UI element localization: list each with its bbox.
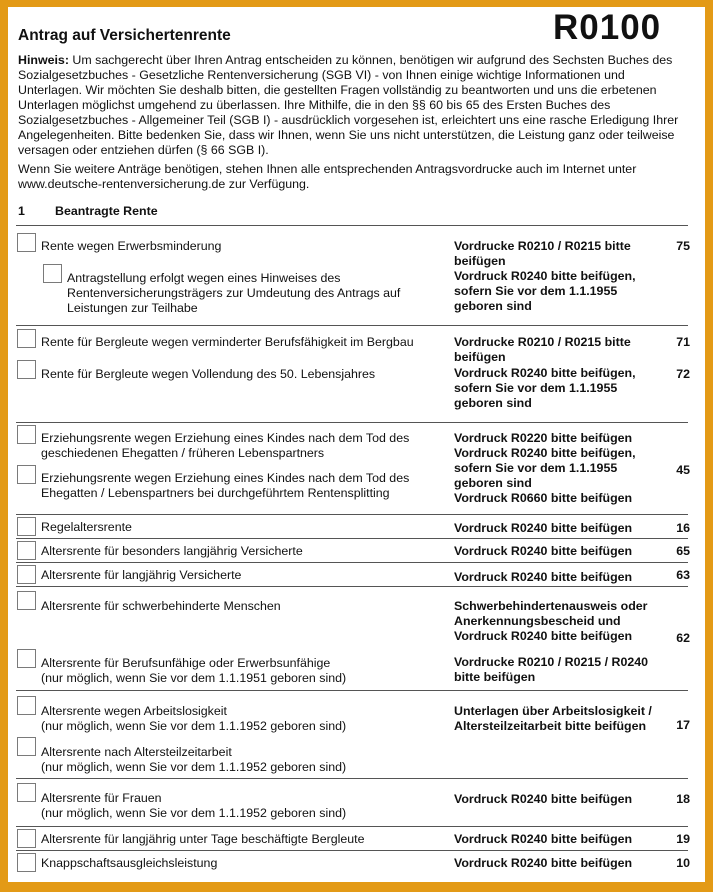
checkbox-umdeutung[interactable] bbox=[43, 264, 62, 283]
checkbox-bergleute-berufsfaehigkeit[interactable] bbox=[17, 329, 36, 348]
form-title: Antrag auf Versichertenrente bbox=[18, 27, 231, 44]
divider bbox=[16, 325, 688, 326]
code-number: 63 bbox=[676, 568, 690, 582]
checkbox-erwerbsminderung[interactable] bbox=[17, 233, 36, 252]
option-langjaehrig: Altersrente für langjährig Versicherte bbox=[41, 568, 242, 582]
code-number: 16 bbox=[676, 521, 690, 535]
section-number: 1 bbox=[18, 204, 25, 218]
code-number: 71 bbox=[676, 335, 690, 349]
option-bergleute-50: Rente für Bergleute wegen Vollendung des 50. Lebensjahres bbox=[41, 367, 376, 381]
form-page bbox=[8, 7, 705, 882]
divider bbox=[16, 514, 688, 515]
intro-text: Um sachgerecht über Ihren Antrag entscheiden zu können, benötigen wir aufgrund des Sechsten Buches des Sozialgesetzbuches - Gesetzliche Rentenversicherung (SGB VI) - von Ihnen einige wichtige Informationen und Unterlagen. Wir möchten Sie deshalb bitten, die gestellten Fragen vollständig zu beantworten und uns die erbetenen Unterlagen möglichst umgehend zu überlassen. Ihre Mithilfe, die in den §§ 60 bis 65 des Ersten Buches des Sozialgesetzbuches - Allgemeiner Teil (SGB I) - ausdrücklich vorgesehen ist, erleichtert uns eine rasche Erledigung Ihrer Angelegenheiten. Bitte bedenken Sie, dass wir Ihnen, wenn Sie uns nicht unterstützen, die Leistung ganz oder teilweise versagen oder entziehen dürfen (§ 66 SGB I). bbox=[18, 53, 679, 157]
checkbox-knappschaft[interactable] bbox=[17, 853, 36, 872]
attachment-erwerbsminderung-2: Vordruck R0240 bitte beifügen, sofern Sie vor dem 1.1.1955 geboren sind bbox=[454, 269, 636, 313]
option-schwerbehindert: Altersrente für schwerbehinderte Menschen bbox=[41, 599, 281, 613]
checkbox-arbeitslosigkeit[interactable] bbox=[17, 696, 36, 715]
code-number: 18 bbox=[676, 792, 690, 806]
divider bbox=[16, 586, 688, 587]
option-besonders-langjaehrig: Altersrente für besonders langjährig Versicherte bbox=[41, 544, 303, 558]
code-number: 72 bbox=[676, 367, 690, 381]
divider bbox=[16, 850, 688, 851]
option-berufsunfaehige: Altersrente für Berufsunfähige oder Erwerbsunfähige bbox=[41, 656, 331, 670]
option-regelaltersrente: Regelaltersrente bbox=[41, 520, 132, 534]
attachment-besonders-langjaehrig: Vordruck R0240 bitte beifügen bbox=[454, 544, 633, 558]
attachment-erwerbsminderung: Vordrucke R0210 / R0215 bitte beifügen bbox=[454, 239, 631, 268]
divider bbox=[16, 826, 688, 827]
note-frauen: (nur möglich, wenn Sie vor dem 1.1.1952 geboren sind) bbox=[41, 806, 347, 820]
attachment-langjaehrig: Vordruck R0240 bitte beifügen bbox=[454, 570, 633, 584]
section-title: Beantragte Rente bbox=[55, 204, 158, 218]
option-knappschaft: Knappschaftsausgleichsleistung bbox=[41, 856, 218, 870]
code-number: 19 bbox=[676, 832, 690, 846]
checkbox-altersteilzeit[interactable] bbox=[17, 737, 36, 756]
code-number: 62 bbox=[676, 631, 690, 645]
checkbox-regelaltersrente[interactable] bbox=[17, 517, 36, 536]
attachment-schwerbehindert: Schwerbehindertenausweis oder Anerkennungsbescheid und Vordruck R0240 bitte beifügen bbox=[454, 599, 648, 643]
divider bbox=[16, 225, 688, 226]
attachment-bergleute-berufsfaehigkeit: Vordrucke R0210 / R0215 bitte beifügen bbox=[454, 335, 631, 364]
option-erziehungsrente-geschieden: Erziehungsrente wegen Erziehung eines Kindes nach dem Tod des geschiedenen Ehegatten / früheren Lebenspartners bbox=[41, 431, 410, 460]
checkbox-berufsunfaehige[interactable] bbox=[17, 649, 36, 668]
intro-paragraph-2: Wenn Sie weitere Anträge benötigen, stehen Ihnen alle entsprechenden Antragsvordrucke auch im Internet unter www.deutsche-rentenversicherung.de zur Verfügung. bbox=[18, 162, 637, 191]
code-number: 10 bbox=[676, 856, 690, 870]
option-arbeitslosigkeit: Altersrente wegen Arbeitslosigkeit bbox=[41, 704, 227, 718]
attachment-erziehungsrente: Vordruck R0220 bitte beifügen bbox=[454, 431, 633, 445]
divider bbox=[16, 562, 688, 563]
checkbox-schwerbehindert[interactable] bbox=[17, 591, 36, 610]
attachment-berufsunfaehige: Vordrucke R0210 / R0215 / R0240 bitte beifügen bbox=[454, 655, 649, 684]
form-code: R0100 bbox=[553, 8, 662, 47]
attachment-regelaltersrente: Vordruck R0240 bitte beifügen bbox=[454, 521, 633, 535]
code-number: 65 bbox=[676, 544, 690, 558]
divider bbox=[16, 422, 688, 423]
intro-paragraph bbox=[18, 53, 690, 158]
option-frauen: Altersrente für Frauen bbox=[41, 791, 162, 805]
checkbox-erziehungsrente-geschieden[interactable] bbox=[17, 425, 36, 444]
divider bbox=[16, 778, 688, 779]
attachment-erziehungsrente-3: Vordruck R0660 bitte beifügen bbox=[454, 491, 633, 505]
checkbox-bergleute-50[interactable] bbox=[17, 360, 36, 379]
checkbox-frauen[interactable] bbox=[17, 783, 36, 802]
attachment-frauen: Vordruck R0240 bitte beifügen bbox=[454, 792, 633, 806]
attachment-knappschaft: Vordruck R0240 bitte beifügen bbox=[454, 856, 633, 870]
option-umdeutung: Antragstellung erfolgt wegen eines Hinweises des Rentenversicherungsträgers zur Umdeutung des Antrags auf Leistungen zur Teilhabe bbox=[67, 271, 401, 315]
checkbox-besonders-langjaehrig[interactable] bbox=[17, 541, 36, 560]
code-number: 75 bbox=[676, 239, 690, 253]
attachment-unter-tage: Vordruck R0240 bitte beifügen bbox=[454, 832, 633, 846]
attachment-arbeitslosigkeit: Unterlagen über Arbeitslosigkeit / Altersteilzeitarbeit bitte beifügen bbox=[454, 704, 652, 733]
checkbox-langjaehrig[interactable] bbox=[17, 565, 36, 584]
option-unter-tage: Altersrente für langjährig unter Tage beschäftigte Bergleute bbox=[41, 832, 365, 846]
intro-label: Hinweis: bbox=[18, 53, 69, 67]
note-arbeitslosigkeit: (nur möglich, wenn Sie vor dem 1.1.1952 geboren sind) bbox=[41, 719, 347, 733]
option-erwerbsminderung: Rente wegen Erwerbsminderung bbox=[41, 239, 222, 253]
note-berufsunfaehige: (nur möglich, wenn Sie vor dem 1.1.1951 geboren sind) bbox=[41, 671, 347, 685]
divider bbox=[16, 538, 688, 539]
code-number: 45 bbox=[676, 463, 690, 477]
option-altersteilzeit: Altersrente nach Altersteilzeitarbeit bbox=[41, 745, 232, 759]
note-altersteilzeit: (nur möglich, wenn Sie vor dem 1.1.1952 geboren sind) bbox=[41, 760, 347, 774]
checkbox-unter-tage[interactable] bbox=[17, 829, 36, 848]
attachment-bergleute-50: Vordruck R0240 bitte beifügen, sofern Sie vor dem 1.1.1955 geboren sind bbox=[454, 366, 636, 410]
option-bergleute-berufsfaehigkeit: Rente für Bergleute wegen verminderter Berufsfähigkeit im Bergbau bbox=[41, 335, 414, 349]
attachment-erziehungsrente-2: Vordruck R0240 bitte beifügen, sofern Sie vor dem 1.1.1955 geboren sind bbox=[454, 446, 636, 490]
option-erziehungsrente-splitting: Erziehungsrente wegen Erziehung eines Kindes nach dem Tod des Ehegatten / Lebenspartners bei durchgeführtem Rentensplitting bbox=[41, 471, 410, 500]
divider bbox=[16, 690, 688, 691]
checkbox-erziehungsrente-splitting[interactable] bbox=[17, 465, 36, 484]
code-number: 17 bbox=[676, 718, 690, 732]
